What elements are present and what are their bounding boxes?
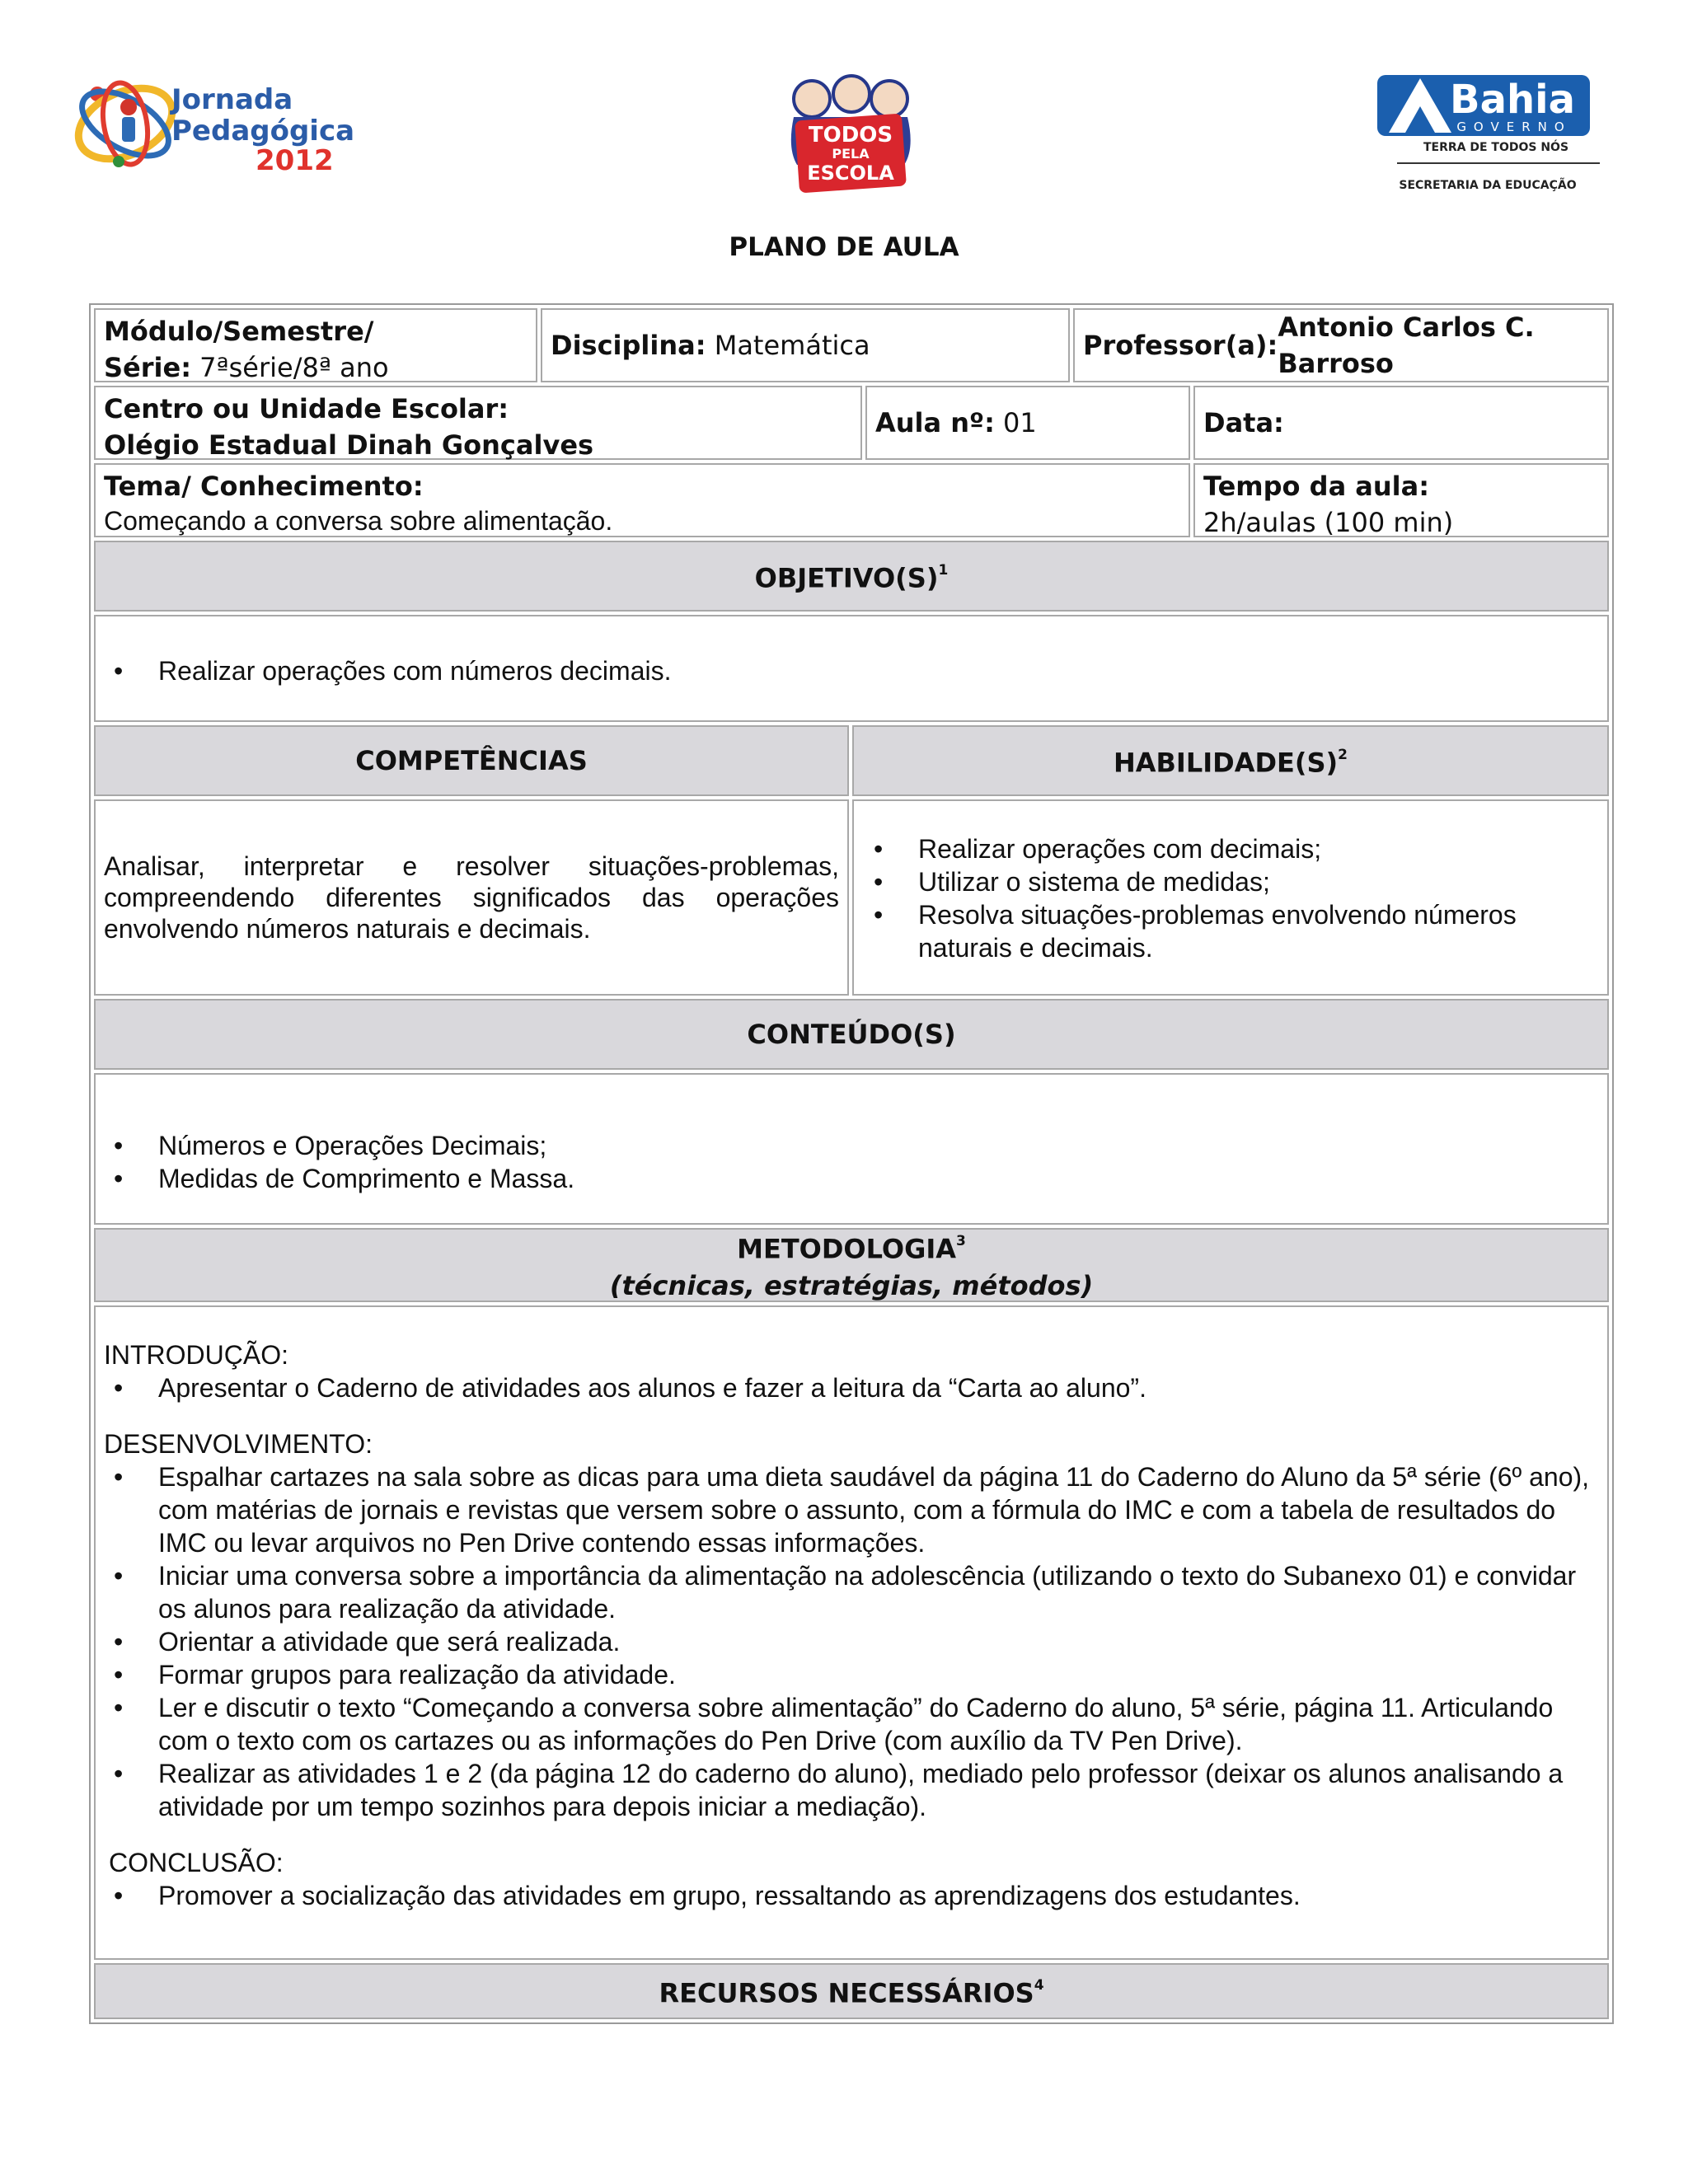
conclusao-list xyxy=(104,1879,1599,1912)
habilidades-heading xyxy=(852,725,1609,796)
data-cell xyxy=(1193,386,1609,460)
tema-value: Começando a conversa sobre alimentação. xyxy=(104,506,613,536)
lesson-plan-form xyxy=(89,303,1614,2024)
tempo-cell xyxy=(1193,463,1609,537)
metodologia-footnote-mark: 3 xyxy=(956,1233,966,1250)
metodologia-subheading: (técnicas, estratégias, métodos) xyxy=(609,1269,1094,1301)
tema-cell xyxy=(94,463,1190,537)
competencias-heading-text: COMPETÊNCIAS xyxy=(355,745,588,776)
conclusao-label: CONCLUSÃO: xyxy=(109,1848,284,1877)
tempo-value: 2h/aulas (100 min) xyxy=(1203,507,1454,538)
modulo-label: Módulo/Semestre/ xyxy=(104,316,374,347)
desenvolvimento-item: • Orientar a atividade que será realizada. xyxy=(104,1625,1599,1658)
habilidade-item: • Utilizar o sistema de medidas; xyxy=(864,865,1599,898)
aula-label: Aula nº: xyxy=(875,407,995,438)
competencias-heading xyxy=(94,725,849,796)
desenvolvimento-item: • Formar grupos para realização da atividade. xyxy=(104,1658,1599,1691)
metodologia-body xyxy=(94,1305,1609,1960)
recursos-footnote-mark: 4 xyxy=(1034,1977,1044,1994)
desenvolvimento-item: • Ler e discutir o texto “Começando a conversa sobre alimentação” do Caderno do aluno, 5ª série, página 11. Articulando com o texto com os cartazes ou as informações do Pen Drive (com auxílio da TV Pen Drive). xyxy=(104,1691,1599,1757)
bahia-logo-secretaria: SECRETARIA DA EDUCAÇÃO xyxy=(1399,179,1577,192)
tema-label: Tema/ Conhecimento: xyxy=(104,471,424,502)
disciplina-label: Disciplina: xyxy=(551,330,706,361)
metodologia-heading xyxy=(94,1228,1609,1302)
conteudos-heading xyxy=(94,999,1609,1070)
desenvolvimento-item: • Iniciar uma conversa sobre a importância da alimentação na adolescência (utilizando o texto do Subanexo 01) e convidar os alunos para realização da atividade. xyxy=(104,1559,1599,1625)
document-title: PLANO DE AULA xyxy=(729,232,959,262)
objetivos-heading xyxy=(94,541,1609,612)
habilidades-footnote-mark: 2 xyxy=(1338,747,1348,764)
bahia-logo-governo: GOVERNO xyxy=(1456,120,1572,134)
data-label: Data: xyxy=(1203,407,1284,438)
todos-logo-line1: TODOS xyxy=(808,123,893,148)
recursos-heading-text: RECURSOS NECESSÁRIOS xyxy=(659,1977,1034,2009)
jornada-logo-year: 2012 xyxy=(256,144,334,177)
jornada-logo-line1: Jornada xyxy=(171,83,293,116)
habilidades-list xyxy=(864,832,1599,964)
introducao-item: • Apresentar o Caderno de atividades aos alunos e fazer a leitura da “Carta ao aluno”. xyxy=(104,1371,1599,1404)
competencias-body: Analisar, interpretar e resolver situações-problemas, compreendendo diferentes significados das operações envolvendo números naturais e decimais. xyxy=(94,799,849,996)
professor-value: Antonio Carlos C. Barroso xyxy=(1278,312,1535,379)
introducao-list xyxy=(104,1371,1599,1404)
centro-value: Olégio Estadual Dinah Gonçalves xyxy=(104,429,594,461)
professor-label: Professor(a): xyxy=(1083,330,1278,361)
objetivos-footnote-mark: 1 xyxy=(938,562,949,579)
conteudo-item: • Números e Operações Decimais; xyxy=(104,1129,1599,1162)
desenvolvimento-list xyxy=(104,1460,1599,1823)
serie-value: 7ªsérie/8ª ano xyxy=(191,352,389,383)
disciplina-cell xyxy=(541,308,1070,382)
conteudos-body xyxy=(94,1073,1609,1225)
introducao-label: INTRODUÇÃO: xyxy=(104,1340,288,1370)
habilidade-item: • Resolva situações-problemas envolvendo números naturais e decimais. xyxy=(864,898,1599,964)
centro-label: Centro ou Unidade Escolar: xyxy=(104,393,509,424)
objetivos-list xyxy=(104,654,1599,687)
recursos-heading xyxy=(94,1963,1609,2019)
jornada-logo-line2: Pedagógica xyxy=(171,115,355,148)
todos-logo-line2: PELA xyxy=(832,146,870,162)
bahia-logo-slogan: TERRA DE TODOS NÓS xyxy=(1423,141,1569,154)
habilidades-body xyxy=(852,799,1609,996)
desenvolvimento-item: • Espalhar cartazes na sala sobre as dicas para uma dieta saudável da página 11 do Caderno do Aluno da 5ª série (6º ano), com matérias de jornais e revistas que versem sobre o assunto, com a fórmula do IMC e com a tabela de resultados do IMC ou levar arquivos no Pen Drive contendo essas informações. xyxy=(104,1460,1599,1559)
centro-cell xyxy=(94,386,862,460)
objetivos-heading-text: OBJETIVO(S) xyxy=(754,562,939,594)
disciplina-value: Matemática xyxy=(706,330,870,361)
metodologia-heading-text: METODOLOGIA xyxy=(737,1233,957,1265)
governo-bahia-logo xyxy=(1372,70,1603,202)
objetivo-item: • Realizar operações com números decimais. xyxy=(104,654,1599,687)
objetivos-body xyxy=(94,615,1609,722)
tempo-label: Tempo da aula: xyxy=(1203,471,1430,502)
modulo-serie-cell xyxy=(94,308,537,382)
habilidades-heading-text: HABILIDADE(S) xyxy=(1113,747,1339,779)
todos-logo-line3: ESCOLA xyxy=(807,162,894,185)
conteudos-heading-text: CONTEÚDO(S) xyxy=(747,1019,956,1050)
conclusao-item: • Promover a socialização das atividades em grupo, ressaltando as aprendizagens dos estudantes. xyxy=(104,1879,1599,1912)
conteudos-list xyxy=(104,1129,1599,1195)
bahia-logo-name: Bahia xyxy=(1450,77,1575,123)
desenvolvimento-item: • Realizar as atividades 1 e 2 (da página 12 do caderno do aluno), mediado pelo professor (deixar os alunos analisando a atividade por um tempo sozinhos para depois iniciar a mediação). xyxy=(104,1757,1599,1823)
conteudo-item: • Medidas de Comprimento e Massa. xyxy=(104,1162,1599,1195)
desenvolvimento-label: DESENVOLVIMENTO: xyxy=(104,1429,373,1459)
serie-label: Série: xyxy=(104,352,191,383)
jornada-pedagogica-logo xyxy=(66,59,355,183)
todos-pela-escola-logo xyxy=(779,74,923,194)
habilidade-item: • Realizar operações com decimais; xyxy=(864,832,1599,865)
professor-cell xyxy=(1073,308,1609,382)
aula-cell xyxy=(865,386,1190,460)
aula-value: 01 xyxy=(994,407,1037,438)
